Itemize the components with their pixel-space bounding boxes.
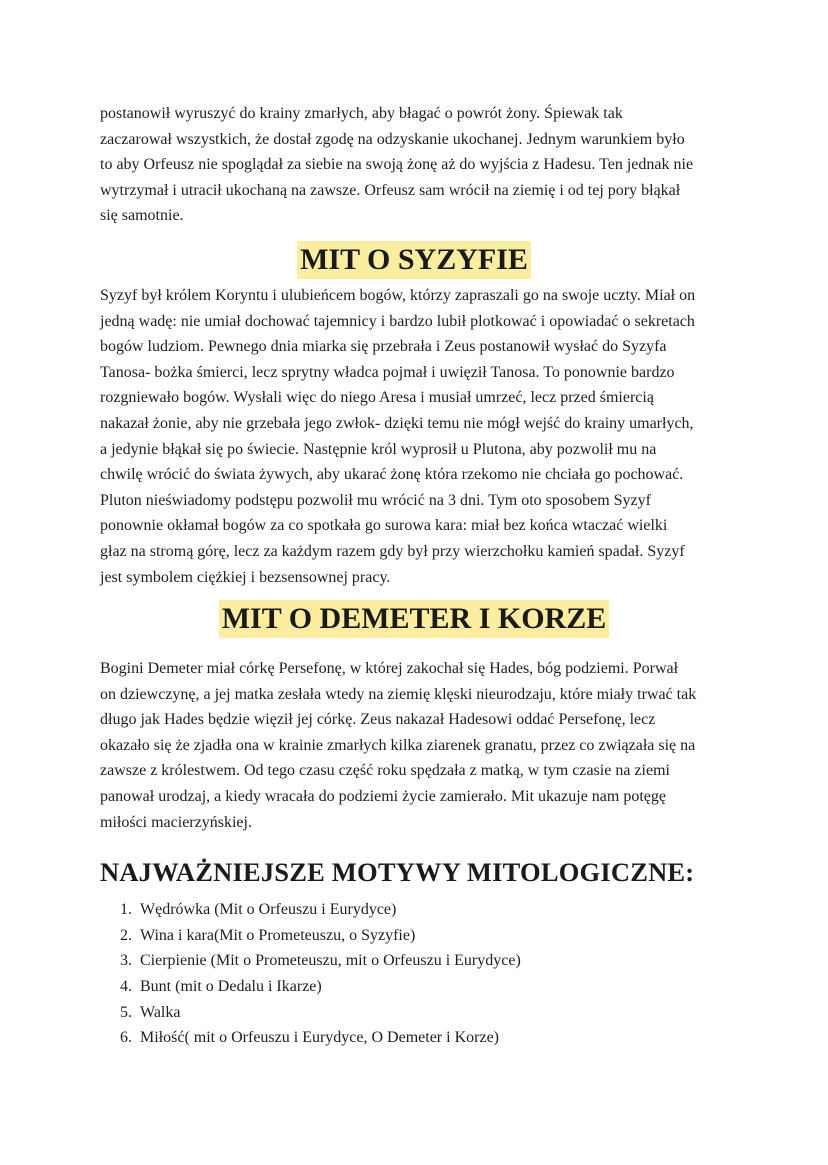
syzyf-heading-container (100, 241, 728, 279)
paragraph-line: wytrzymał i utracił ukochaną na zawsze. Orfeusz sam wrócił na ziemię i od tej pory błąkał (100, 181, 681, 199)
list-item-number: 5. (120, 1003, 132, 1021)
list-item-text: Miłość( mit o Orfeuszu i Eurydyce, O Demeter i Korze) (140, 1029, 499, 1047)
paragraph-line: ponownie okłamał bogów za co spotkała go surowa kara: miał bez końca wtaczać wielki (100, 517, 668, 535)
paragraph-line: miłości macierzyńskiej. (100, 813, 252, 831)
paragraph-line: panował urodzaj, a kiedy wracała do podziemi życie zamierało. Mit ukazuje nam potęgę (100, 788, 666, 806)
paragraph-line: długo jak Hades będzie więził jej córkę. Zeus nakazał Hadesowi oddać Persefonę, lecz (100, 711, 656, 729)
demeter-heading: MIT O DEMETER I KORZE (219, 600, 610, 638)
motifs-list (100, 897, 728, 1051)
paragraph-line: jest symbolem ciężkiej i bezsensownej pracy. (100, 568, 391, 586)
list-item-number: 2. (120, 926, 132, 944)
list-item-text: Walka (140, 1003, 181, 1021)
paragraph-line: to aby Orfeusz nie spoglądał za siebie na swoją żonę aż do wyjścia z Hadesu. Ten jednak nie (100, 156, 694, 174)
list-item-text: Cierpienie (Mit o Prometeuszu, mit o Orfeuszu i Eurydyce) (140, 952, 521, 970)
paragraph-line: nakazał żonie, aby nie grzebała jego zwłok- dzięki temu nie mógł wejść do krainy umarłych, (100, 414, 694, 432)
motifs-title: NAJWAŻNIEJSZE MOTYWY MITOLOGICZNE: (100, 857, 695, 888)
paragraph-line: jedną wadę: nie umiał dochować tajemnicy i bardzo lubił plotkować i opowiadać o sekretach (100, 312, 695, 330)
paragraph-line: Pluton nieświadomy podstępu pozwolił mu wrócić na 3 dni. Tym oto sposobem Syzyf (100, 491, 651, 509)
paragraph-line: głaz na stromą górę, lecz za każdym razem gdy był przy wierzchołku kamień spadał. Syzyf (100, 542, 685, 560)
list-item (100, 974, 728, 1000)
orfeusz-paragraph-end (100, 101, 728, 229)
paragraph-line: rozgniewało bogów. Wysłali więc do niego Aresa i musiał umrzeć, lecz przed śmiercią (100, 389, 654, 407)
list-item (100, 1000, 728, 1026)
paragraph-line: Syzyf był królem Koryntu i ulubieńcem bogów, którzy zapraszali go na swoje uczty. Miał on (100, 286, 696, 304)
paragraph-line: zaczarował wszystkich, że dostał zgodę na odzyskanie ukochanej. Jednym warunkiem było (100, 130, 685, 148)
list-item-text: Bunt (mit o Dedalu i Ikarze) (140, 978, 322, 996)
list-item-number: 6. (120, 1029, 132, 1047)
paragraph-line: postanowił wyruszyć do krainy zmarłych, aby błagać o powrót żony. Śpiewak tak (100, 105, 623, 122)
list-item (100, 897, 728, 923)
list-item (100, 923, 728, 949)
paragraph-line: zawsze z królestwem. Od tego czasu część roku spędzała z matką, w tym czasie na ziemi (100, 762, 670, 780)
demeter-paragraph (100, 656, 728, 835)
demeter-heading-container (100, 600, 728, 638)
syzyf-paragraph (100, 283, 728, 590)
syzyf-heading: MIT O SYZYFIE (297, 241, 531, 279)
paragraph-line: Bogini Demeter miał córkę Persefonę, w której zakochał się Hades, bóg podziemi. Porwał (100, 660, 679, 678)
list-item-number: 3. (120, 952, 132, 970)
paragraph-line: bogów ludziom. Pewnego dnia miarka się przebrała i Zeus postanowił wysłać do Syzyfa (100, 338, 667, 356)
list-item-number: 4. (120, 978, 132, 996)
paragraph-line: okazało się że zjadła ona w krainie zmarłych kilka ziarenek granatu, przez co związała się na (100, 736, 696, 754)
document-page (100, 101, 728, 1051)
paragraph-line: on dziewczynę, a jej matka zesłała wtedy na ziemię klęski nieurodzaju, które miały trwać tak (100, 685, 697, 703)
paragraph-line: Tanosa- bożka śmierci, lecz sprytny władca pojmał i uwięził Tanosa. To ponownie bardzo (100, 363, 675, 381)
paragraph-line: a jedynie błąkał się po świecie. Następnie król wyprosił u Plutona, aby pozwolił mu na (100, 440, 657, 458)
list-item-number: 1. (120, 901, 132, 919)
paragraph-line: chwilę wrócić do świata żywych, aby ukarać żonę która rzekomo nie chciała go pochować. (100, 466, 684, 484)
paragraph-line: się samotnie. (100, 207, 184, 225)
list-item (100, 948, 728, 974)
list-item-text: Wina i kara(Mit o Prometeuszu, o Syzyfie) (140, 926, 416, 944)
list-item (100, 1025, 728, 1051)
list-item-text: Wędrówka (Mit o Orfeuszu i Eurydyce) (140, 901, 397, 919)
